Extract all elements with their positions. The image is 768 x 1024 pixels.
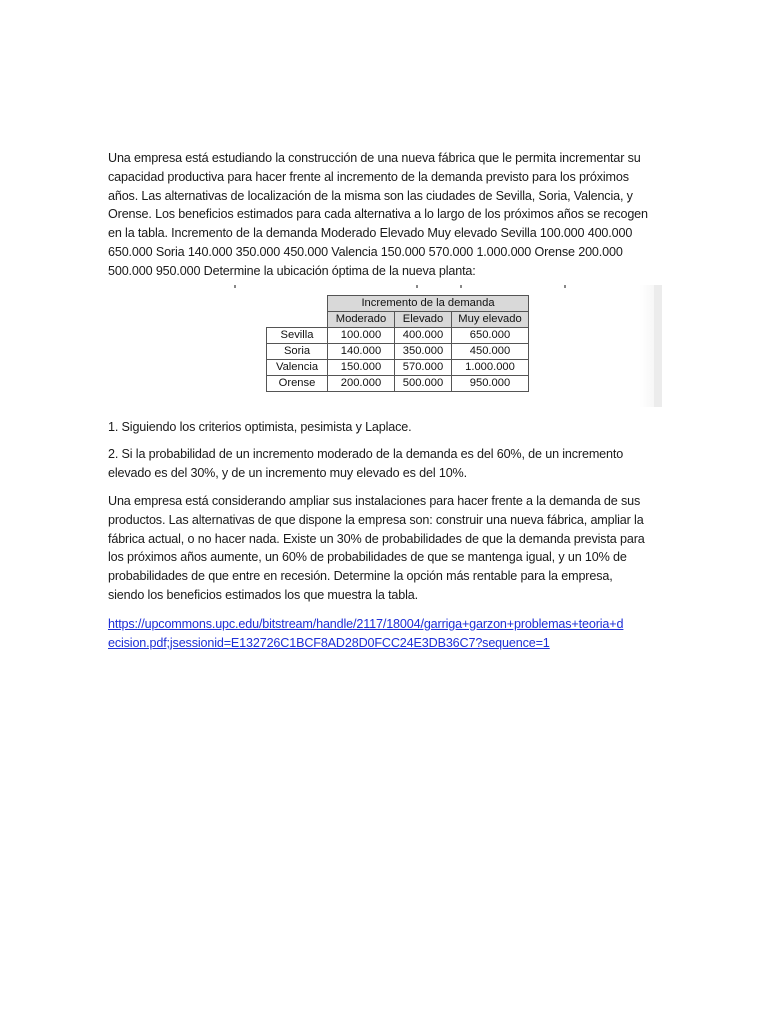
table-row bbox=[267, 327, 529, 343]
table-cell: 650.000 bbox=[452, 327, 529, 343]
second-problem-paragraph bbox=[108, 492, 664, 605]
second-problem-line: Una empresa está considerando ampliar sus instalaciones para hacer frente a la demanda de sus bbox=[108, 493, 641, 508]
table-cell: 150.000 bbox=[328, 359, 395, 375]
table-cell: 400.000 bbox=[395, 327, 452, 343]
second-problem-line: productos. Las alternativas de que dispone la empresa son: construir una nueva fábrica, ampliar la bbox=[108, 512, 644, 527]
table-columns-row bbox=[267, 311, 529, 327]
source-link[interactable] bbox=[108, 615, 664, 653]
column-header-moderado: Moderado bbox=[328, 311, 395, 327]
intro-line: Orense. Los beneficios estimados para cada alternativa a lo largo de los próximos años se recogen bbox=[108, 207, 648, 222]
table-corner-cell bbox=[267, 295, 328, 311]
row-label: Soria bbox=[267, 343, 328, 359]
source-link-line[interactable]: ecision.pdf;jsessionid=E132726C1BCF8AD28D0FCC24E3DB36C7?sequence=1 bbox=[108, 635, 550, 650]
second-problem-line: los próximos años aumente, un 60% de probabilidades de que se mantenga igual, y un 10% de bbox=[108, 550, 627, 565]
demand-table-image bbox=[108, 285, 662, 407]
table-cell: 500.000 bbox=[395, 375, 452, 391]
row-label: Sevilla bbox=[267, 327, 328, 343]
intro-line: años. Las alternativas de localización de la misma son las ciudades de Sevilla, Soria, Valencia, y bbox=[108, 188, 633, 203]
second-problem-line: probabilidades de que entre en recesión. Determine la opción más rentable para la empresa, bbox=[108, 569, 613, 584]
table-cell: 1.000.000 bbox=[452, 359, 529, 375]
table-cell: 200.000 bbox=[328, 375, 395, 391]
column-header-muy-elevado: Muy elevado bbox=[452, 311, 529, 327]
intro-line: 650.000 Soria 140.000 350.000 450.000 Valencia 150.000 570.000 1.000.000 Orense 200.000 bbox=[108, 244, 623, 259]
row-label: Orense bbox=[267, 375, 328, 391]
question-2 bbox=[108, 445, 664, 483]
second-problem-line: siendo los beneficios estimados los que muestra la tabla. bbox=[108, 587, 418, 602]
table-row bbox=[267, 359, 529, 375]
intro-line: capacidad productiva para hacer frente al incremento de la demanda previsto para los próximos bbox=[108, 169, 629, 184]
column-header-elevado: Elevado bbox=[395, 311, 452, 327]
document-page bbox=[108, 149, 664, 652]
table-cell: 350.000 bbox=[395, 343, 452, 359]
table-corner-cell bbox=[267, 311, 328, 327]
question-1 bbox=[108, 418, 664, 437]
intro-line: 500.000 950.000 Determine la ubicación óptima de la nueva planta: bbox=[108, 263, 476, 278]
image-edge-shade bbox=[654, 285, 662, 407]
table-group-header: Incremento de la demanda bbox=[328, 295, 529, 311]
question-2-line: 2. Si la probabilidad de un incremento moderado de la demanda es del 60%, de un incremento bbox=[108, 447, 624, 462]
demand-table bbox=[266, 295, 529, 392]
intro-paragraph bbox=[108, 149, 664, 281]
table-cell: 570.000 bbox=[395, 359, 452, 375]
source-link-line[interactable]: https://upcommons.upc.edu/bitstream/handle/2117/18004/garriga+garzon+problemas+teoria+d bbox=[108, 616, 624, 631]
cropped-top-marks bbox=[108, 285, 662, 289]
row-label: Valencia bbox=[267, 359, 328, 375]
question-1-text: 1. Siguiendo los criterios optimista, pesimista y Laplace. bbox=[108, 419, 412, 434]
table-cell: 950.000 bbox=[452, 375, 529, 391]
table-header-row bbox=[267, 295, 529, 311]
intro-line: en la tabla. Incremento de la demanda Moderado Elevado Muy elevado Sevilla 100.000 400.000 bbox=[108, 226, 633, 241]
table-row bbox=[267, 343, 529, 359]
table-cell: 450.000 bbox=[452, 343, 529, 359]
table-cell: 100.000 bbox=[328, 327, 395, 343]
intro-line: Una empresa está estudiando la construcción de una nueva fábrica que le permita incrementar su bbox=[108, 151, 641, 165]
second-problem-line: fábrica actual, o no hacer nada. Existe un 30% de probabilidades de que la demanda prevista para bbox=[108, 531, 645, 546]
table-row bbox=[267, 375, 529, 391]
question-2-line: elevado es del 30%, y de un incremento muy elevado es del 10%. bbox=[108, 466, 467, 481]
table-cell: 140.000 bbox=[328, 343, 395, 359]
